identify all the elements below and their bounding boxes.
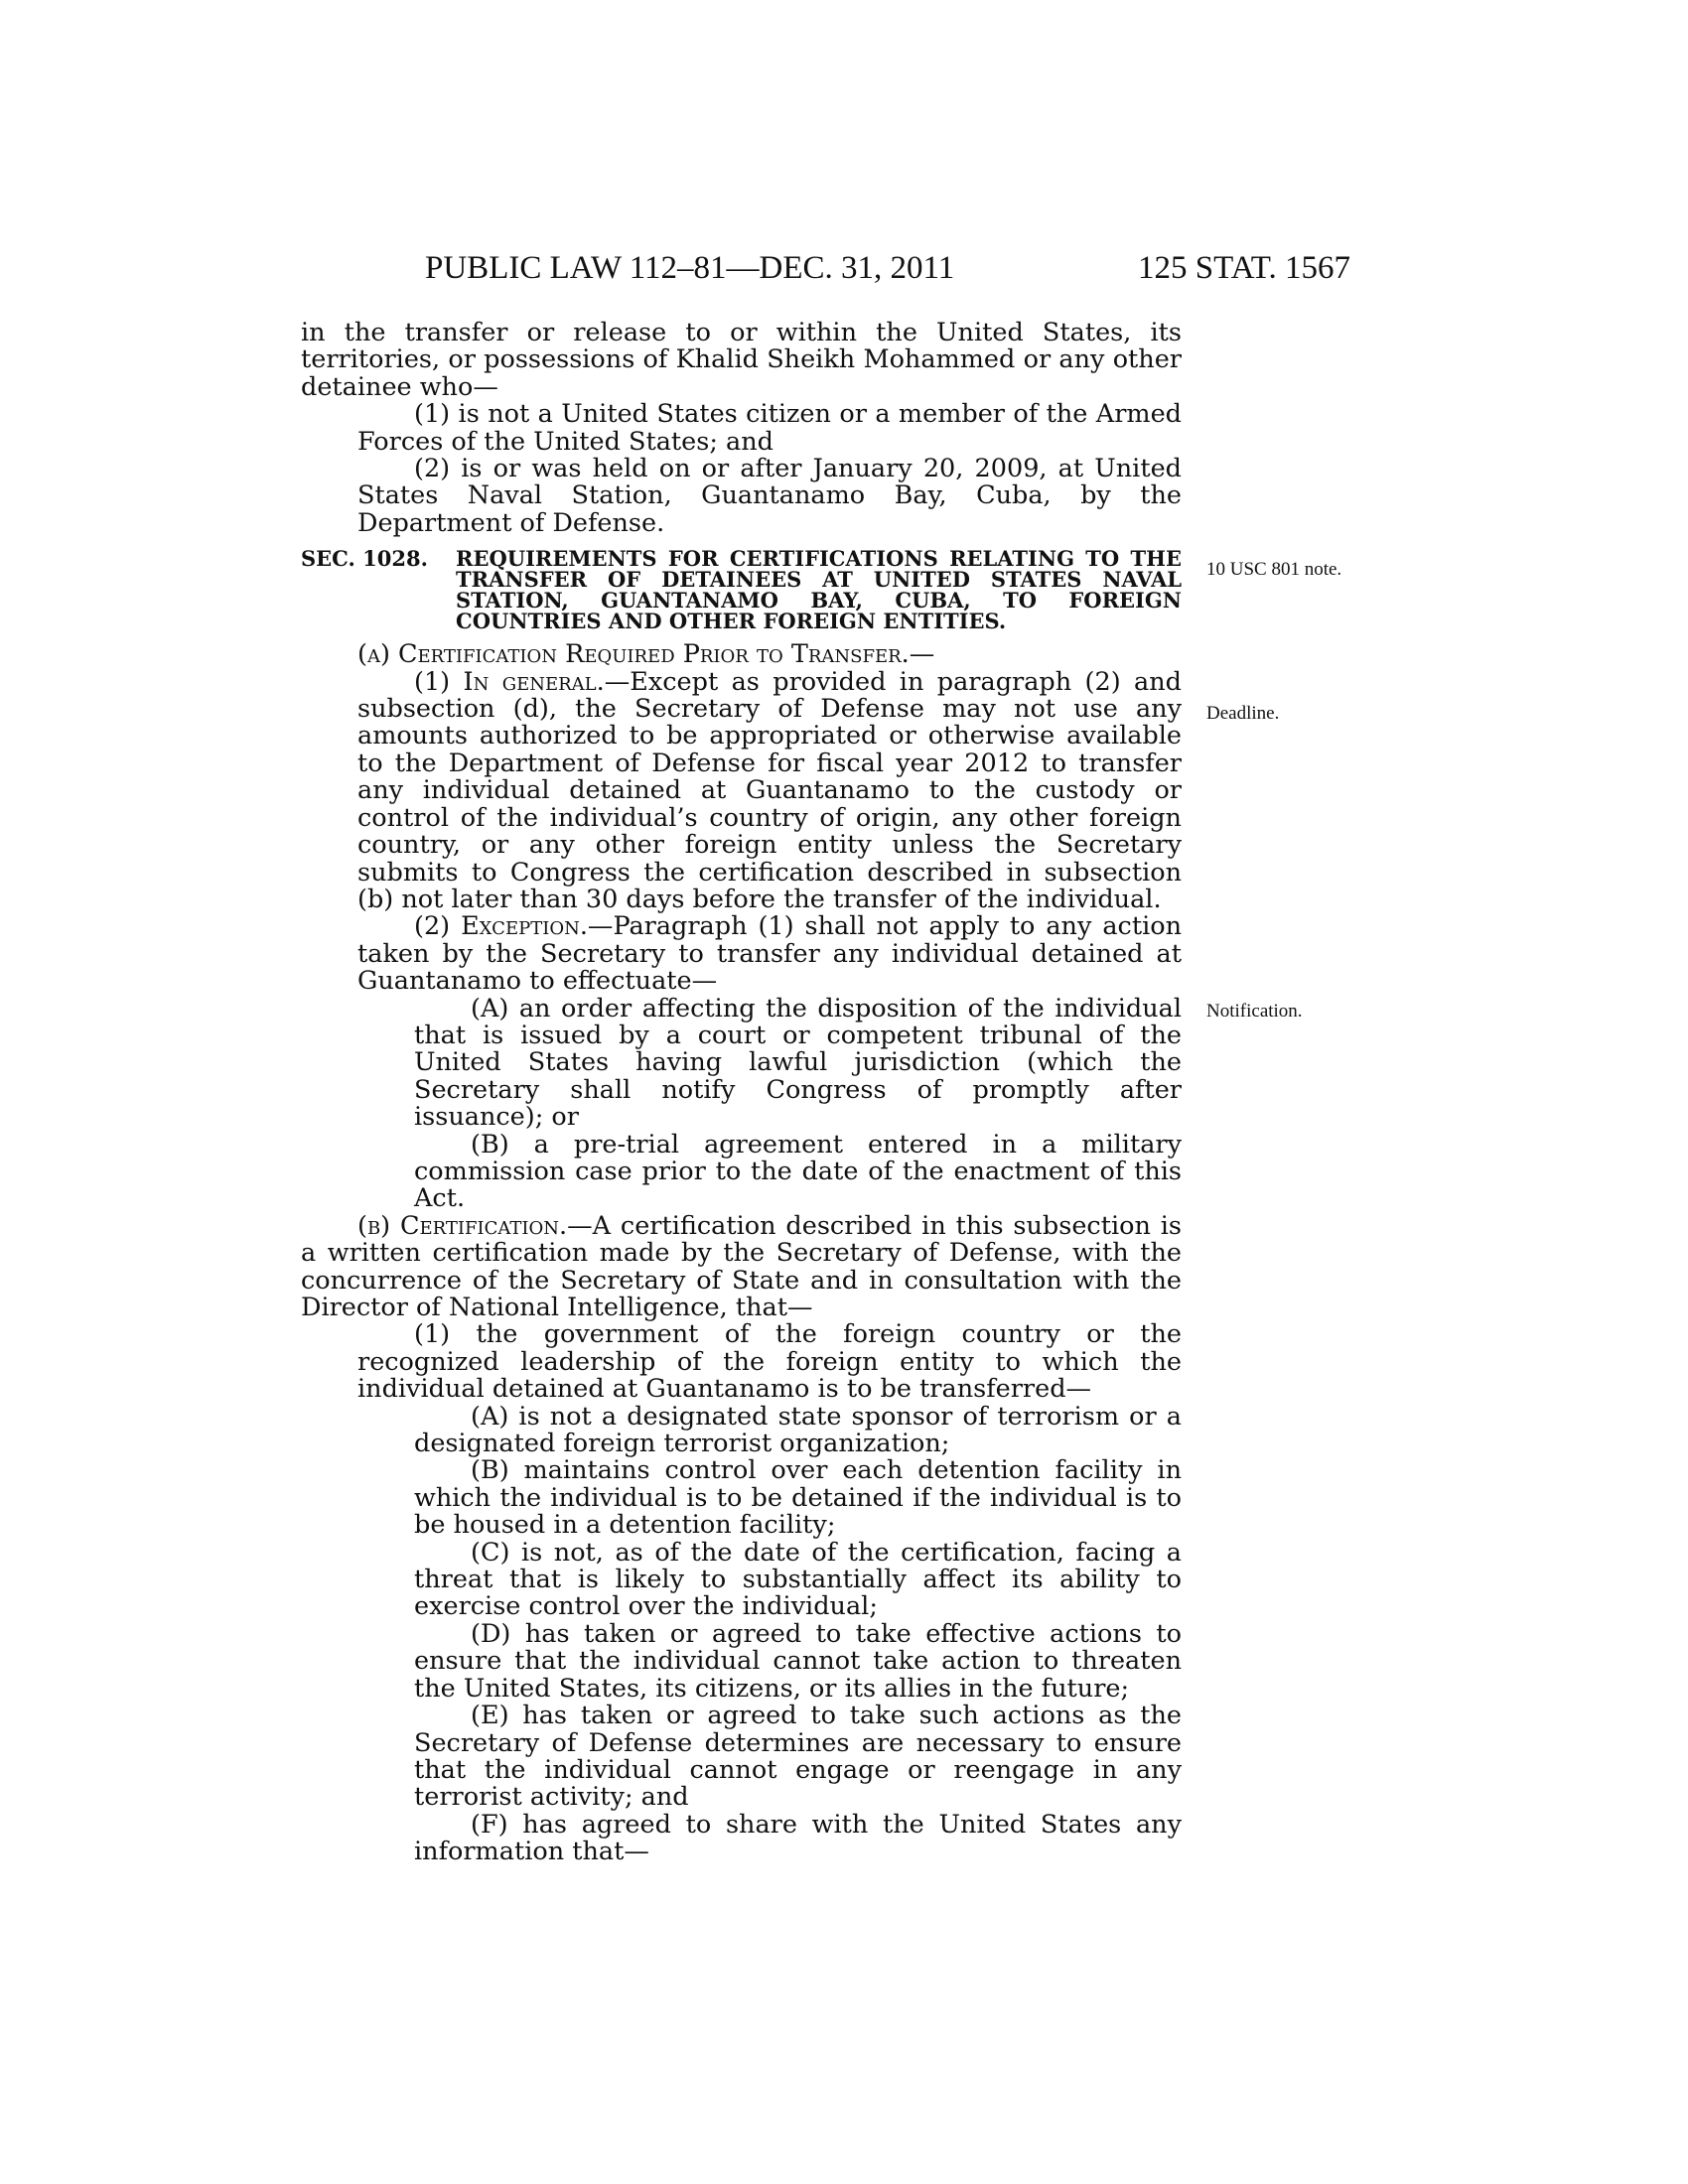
subparagraph-a2A: (A) an order affecting the disposition of the individual that is issued by a court or competent tribunal of the United States having lawful jurisdiction (which the Secretary shall notify Congress of promptly after issuance); or [414, 993, 1182, 1133]
margin-note-notification: Notification. [1206, 1001, 1303, 1022]
subparagraph-b1D: (D) has taken or agreed to take effective actions to ensure that the individual cannot take action to threaten the United States, its citizens, or its allies in the future; [414, 1618, 1182, 1704]
subsection-a-heading [301, 641, 1182, 668]
paragraph-a1 [301, 666, 1182, 914]
margin-note-deadline: Deadline. [1206, 703, 1280, 724]
intro-paragraph: in the transfer or release to or within the United States, its territories, or possessions of Khalid Sheikh Mohammed or any other detainee who— [301, 318, 1182, 402]
subparagraph-a2B: (B) a pre-trial agreement entered in a military commission case prior to the date of the enactment of this Act. [414, 1129, 1182, 1214]
section-heading [301, 546, 1182, 634]
subparagraph-b1E: (E) has taken or agreed to take such actions as the Secretary of Defense determines are necessary to ensure that the individual cannot engage or reengage in any terrorist activity; and [414, 1701, 1182, 1813]
subparagraph-b1F: (F) has agreed to share with the United States any information that— [414, 1809, 1182, 1867]
subsection-b-text: A certification described in this subsection is a written certification made by the Secretary of Defense, with the concurrence of the Secretary of State and in consultation with the Director of National Intelligence, that— [301, 1210, 1182, 1322]
law-title: PUBLIC LAW 112–81—DEC. 31, 2011 [425, 250, 955, 286]
item-2: (2) is or was held on or after January 20, 2009, at United States Naval Station, Guantanamo Bay, Cuba, by the Department of Defense. [357, 454, 1182, 538]
subparagraph-b1B: (B) maintains control over each detention facility in which the individual is to be detained if the individual is to be housed in a detention facility; [414, 1455, 1182, 1541]
paragraph-a2-text: Paragraph (1) shall not apply to any action taken by the Secretary to transfer any individual detained at Guantanamo to effectuate— [357, 911, 1182, 997]
page-header [0, 250, 1688, 290]
paragraph-a2 [301, 913, 1182, 995]
paragraph-a2-heading: (2) Exception.— [414, 911, 614, 942]
paragraph-a1-text: Except as provided in paragraph (2) and subsection (d), the Secretary of Defense may not use any amounts authorized to be appropriated or otherwise available to the Department of Defense for fiscal year 2012 to transfer any individual detained at Guantanamo to the custody or control of the individual’s country of origin, any other foreign country, or any other foreign entity unless the Secretary submits to Congress the certification described in subsection (b) not later than 30 days before the transfer of the individual. [357, 666, 1182, 914]
margin-note-usc: 10 USC 801 note. [1206, 559, 1342, 580]
item-1: (1) is not a United States citizen or a member of the Armed Forces of the United States; and [357, 399, 1182, 457]
document-body [301, 320, 1182, 1866]
paragraph-b1: (1) the government of the foreign country or the recognized leadership of the foreign entity to which the individual detained at Guantanamo is to be transferred— [357, 1319, 1182, 1405]
subsection-a-title: (a) Certification Required Prior to Transfer.— [357, 639, 935, 670]
paragraph-a1-heading: (1) In general.— [414, 666, 631, 697]
subparagraph-b1C: (C) is not, as of the date of the certification, facing a threat that is likely to substantially affect its ability to exercise control over the individual; [414, 1537, 1182, 1622]
subparagraph-b1A: (A) is not a designated state sponsor of terrorism or a designated foreign terrorist organization; [414, 1401, 1182, 1459]
subsection-b [301, 1210, 1182, 1322]
subsection-b-heading: (b) Certification.— [357, 1210, 593, 1241]
section-number: SEC. 1028. [301, 546, 428, 572]
section-title: REQUIREMENTS FOR CERTIFICATIONS RELATING TO THE TRANSFER OF DETAINEES AT UNITED STATES NAVAL STATION, GUANTANAMO BAY, CUBA, TO FOREIGN COUNTRIES AND OTHER FOREIGN ENTITIES. [456, 546, 1182, 634]
stat-page-number: 125 STAT. 1567 [1138, 250, 1351, 286]
